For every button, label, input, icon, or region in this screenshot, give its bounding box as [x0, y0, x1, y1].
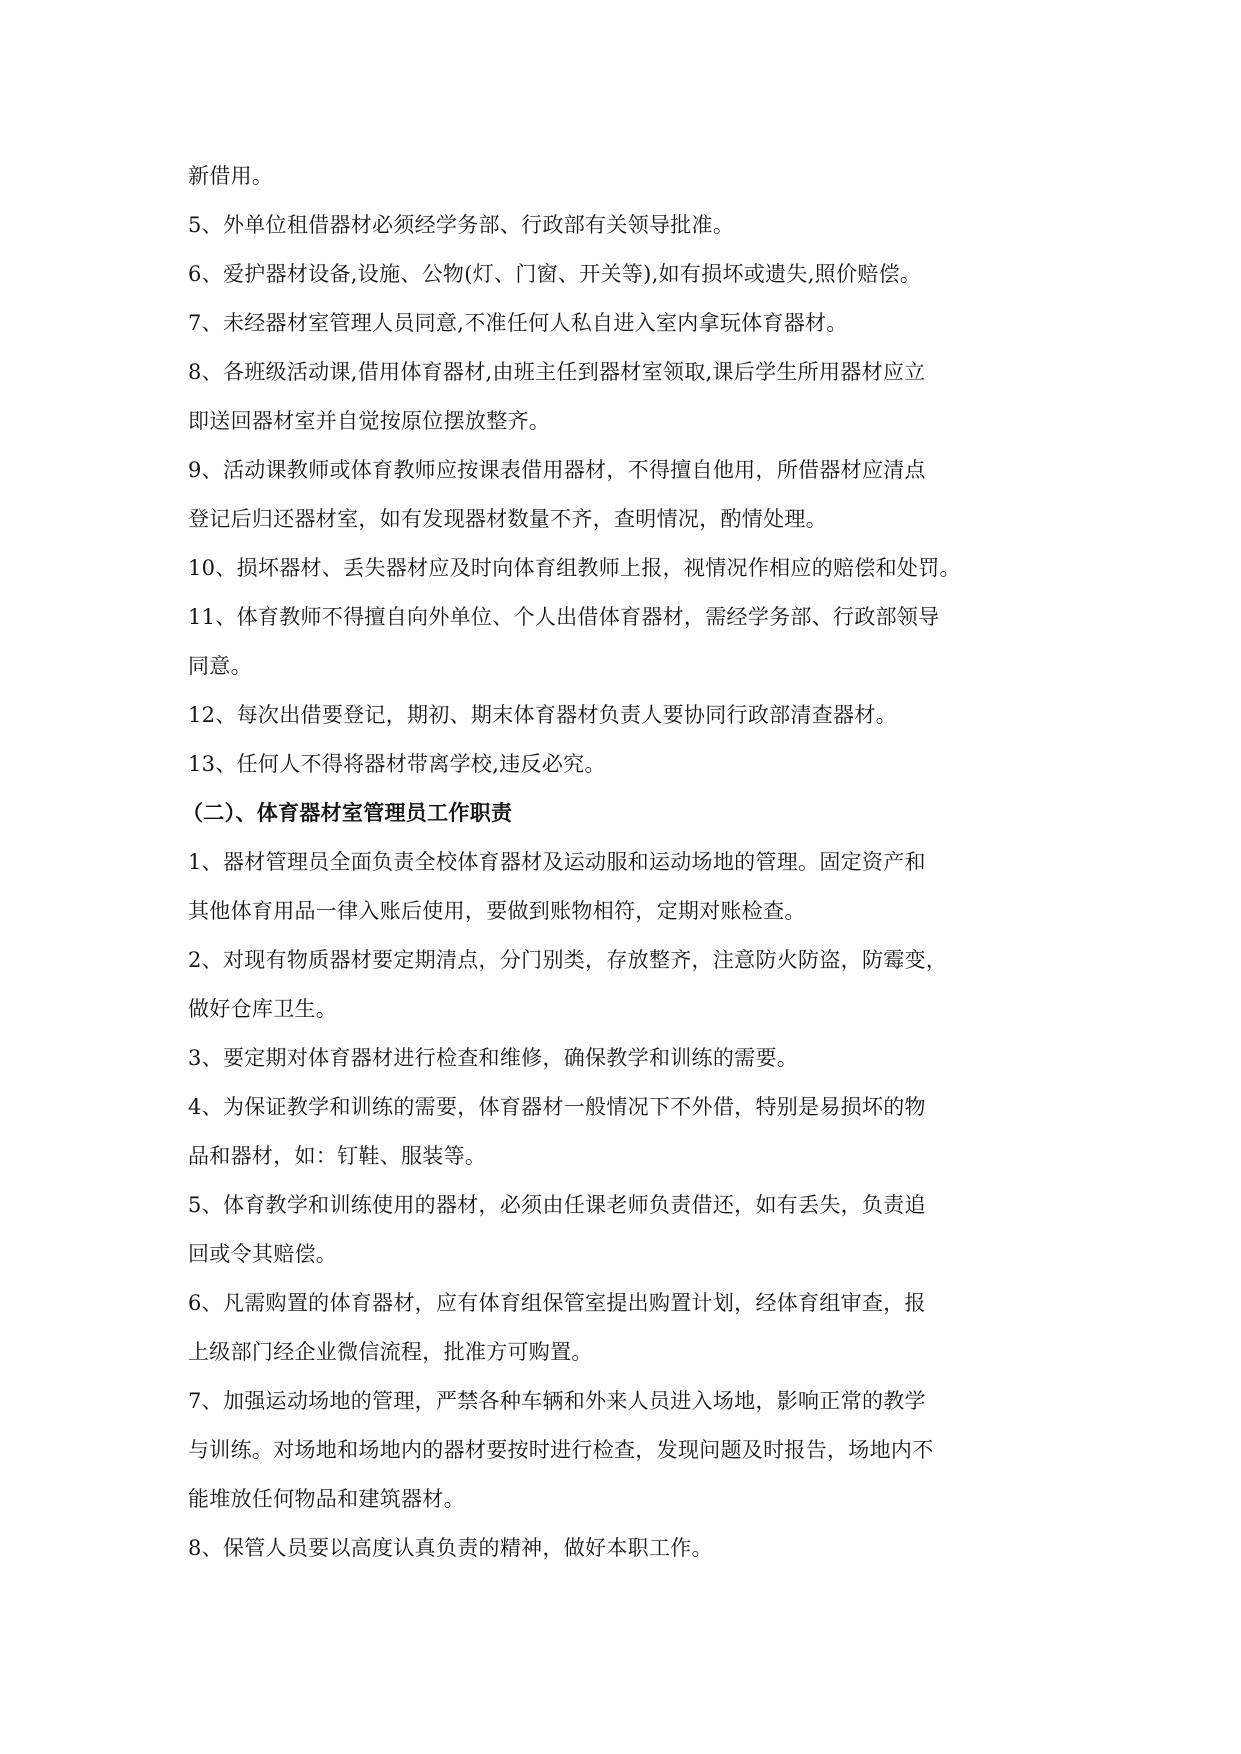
duty-item-6: 6、凡需购置的体育器材，应有体育组保管室提出购置计划，经体育组审查，报 [188, 1291, 926, 1315]
duty-item-7: 7、加强运动场地的管理，严禁各种车辆和外来人员进入场地，影响正常的教学 [188, 1389, 926, 1413]
rule-item-13: 13、任何人不得将器材带离学校,违反必究。 [188, 752, 606, 776]
rule-item-10: 10、损坏器材、丢失器材应及时向体育组教师上报，视情况作相应的赔偿和处罚。 [188, 556, 961, 580]
duty-item-7-cont: 与训练。对场地和场地内的器材要按时进行检查，发现问题及时报告，场地内不 [188, 1438, 934, 1462]
duty-item-5-cont: 回或令其赔偿。 [188, 1242, 338, 1266]
duty-item-1: 1、器材管理员全面负责全校体育器材及运动服和运动场地的管理。固定资产和 [188, 850, 926, 874]
duty-item-5: 5、体育教学和训练使用的器材，必须由任课老师负责借还，如有丢失，负责追 [188, 1193, 926, 1217]
duty-item-2: 2、对现有物质器材要定期清点，分门别类，存放整齐，注意防火防盗，防霉变， [188, 948, 948, 972]
duty-item-4-cont: 品和器材，如：钉鞋、服装等。 [188, 1144, 487, 1168]
duty-item-4: 4、为保证教学和训练的需要，体育器材一般情况下不外借，特别是易损坏的物 [188, 1095, 926, 1119]
duty-item-6-cont: 上级部门经企业微信流程，批准方可购置。 [188, 1340, 593, 1364]
duty-item-1-cont: 其他体育用品一律入账后使用，要做到账物相符，定期对账检查。 [188, 899, 806, 923]
text-line: 新借用。 [188, 164, 274, 188]
duty-item-8: 8、保管人员要以高度认真负责的精神，做好本职工作。 [188, 1536, 713, 1560]
rule-item-5: 5、外单位租借器材必须经学务部、行政部有关领导批准。 [188, 213, 735, 237]
rule-item-11: 11、体育教师不得擅自向外单位、个人出借体育器材，需经学务部、行政部领导 [188, 605, 940, 629]
document-body [182, 152, 1058, 1573]
rule-item-8: 8、各班级活动课,借用体育器材,由班主任到器材室领取,课后学生所用器材应立 [188, 360, 926, 384]
section-heading: （二）、体育器材室管理员工作职责 [182, 801, 513, 825]
duty-item-3: 3、要定期对体育器材进行检查和维修，确保教学和训练的需要。 [188, 1046, 799, 1070]
rule-item-9-cont: 登记后归还器材室，如有发现器材数量不齐，查明情况，酌情处理。 [188, 507, 827, 531]
rule-item-6: 6、爱护器材设备,设施、公物(灯、门窗、开关等),如有损坏或遗失,照价赔偿。 [188, 262, 922, 286]
rule-item-12: 12、每次出借要登记，期初、期末体育器材负责人要协同行政部清查器材。 [188, 703, 897, 727]
rule-item-9: 9、活动课教师或体育教师应按课表借用器材，不得擅自他用，所借器材应清点 [188, 458, 926, 482]
rule-item-11-cont: 同意。 [188, 654, 252, 678]
rule-item-8-cont: 即送回器材室并自觉按原位摆放整齐。 [188, 409, 551, 433]
duty-item-7-cont-2: 能堆放任何物品和建筑器材。 [188, 1487, 465, 1511]
rule-item-7: 7、未经器材室管理人员同意,不准任何人私自进入室内拿玩体育器材。 [188, 311, 848, 335]
duty-item-2-cont: 做好仓库卫生。 [188, 997, 338, 1021]
